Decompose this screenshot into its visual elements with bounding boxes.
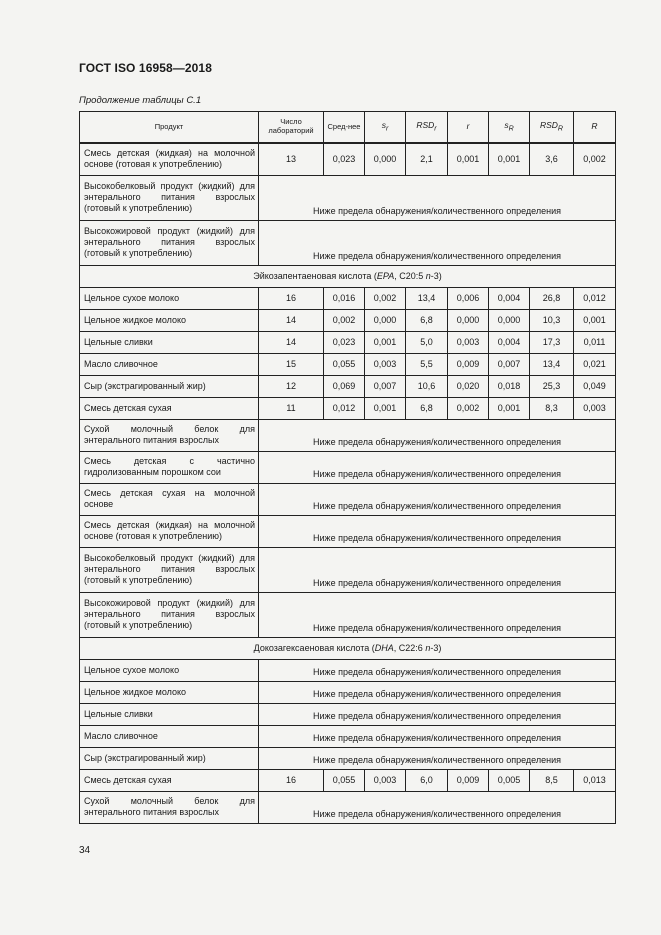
value-cell-mean: 0,002 [324, 309, 365, 331]
section-heading-prefix: Эйкозапентаеновая кислота ( [253, 271, 377, 281]
value-cell-rsdr: 5,0 [406, 331, 448, 353]
value-cell-sr: 0,003 [365, 769, 406, 791]
table-row [80, 220, 616, 265]
col-rsdr [406, 112, 448, 144]
table-row [80, 309, 616, 331]
value-cell-labs: 16 [259, 769, 324, 791]
table-row [80, 353, 616, 375]
value-cell-mean: 0,055 [324, 353, 365, 375]
below-detection-cell: Ниже предела обнаружения/количественного определения [259, 725, 616, 747]
below-detection-cell: Ниже предела обнаружения/количественного определения [259, 703, 616, 725]
product-cell: Цельное жидкое молоко [80, 681, 259, 703]
col-product: Продукт [80, 112, 259, 144]
section-heading [80, 637, 616, 659]
product-cell: Высокобелковый продукт (жидкий) для энтерального питания взрослых (готовый к употреблению) [80, 175, 259, 220]
value-cell-sR: 0,000 [489, 309, 530, 331]
table-row [80, 483, 616, 515]
value-cell-r-small: 0,003 [448, 331, 489, 353]
value-cell-sr: 0,007 [365, 375, 406, 397]
value-cell-mean: 0,055 [324, 769, 365, 791]
product-cell: Сухой молочный белок для энтерального питания взрослых [80, 791, 259, 823]
section-heading-middle: , С20:5 [394, 271, 426, 281]
section-heading-italic: n [425, 643, 431, 653]
value-cell-sr: 0,001 [365, 331, 406, 353]
value-cell-r-small: 0,001 [448, 143, 489, 175]
value-cell-rsdr: 10,6 [406, 375, 448, 397]
value-cell-labs: 16 [259, 287, 324, 309]
value-cell-R: 0,002 [574, 143, 616, 175]
value-cell-rsdR: 3,6 [530, 143, 574, 175]
col-labs: Число лабораторий [259, 112, 324, 144]
col-rsdR-sub: R [557, 124, 564, 133]
value-cell-rsdR: 8,5 [530, 769, 574, 791]
value-cell-rsdR: 26,8 [530, 287, 574, 309]
value-cell-sR: 0,001 [489, 143, 530, 175]
value-cell-rsdr: 6,8 [406, 397, 448, 419]
below-detection-cell: Ниже предела обнаружения/количественного определения [259, 592, 616, 637]
value-cell-rsdR: 25,3 [530, 375, 574, 397]
table-row [80, 331, 616, 353]
document-header: ГОСТ ISO 16958—2018 [79, 61, 212, 75]
table-row [80, 547, 616, 592]
table-row [80, 175, 616, 220]
value-cell-sR: 0,005 [489, 769, 530, 791]
product-cell: Смесь детская с частично гидролизованным порошком сои [80, 451, 259, 483]
value-cell-rsdR: 17,3 [530, 331, 574, 353]
value-cell-mean: 0,012 [324, 397, 365, 419]
table-row [80, 725, 616, 747]
below-detection-cell: Ниже предела обнаружения/количественного определения [259, 451, 616, 483]
value-cell-R: 0,049 [574, 375, 616, 397]
product-cell: Смесь детская сухая [80, 397, 259, 419]
value-cell-labs: 14 [259, 309, 324, 331]
value-cell-sr: 0,000 [365, 143, 406, 175]
section-heading-abbr: EPA [376, 271, 395, 281]
value-cell-r-small: 0,009 [448, 769, 489, 791]
product-cell: Смесь детская сухая [80, 769, 259, 791]
table-row [80, 681, 616, 703]
section-heading-suffix: -3) [430, 643, 442, 653]
value-cell-R: 0,013 [574, 769, 616, 791]
col-rsdr-main: RSD [416, 120, 435, 131]
col-sR [489, 112, 530, 144]
value-cell-sR: 0,004 [489, 331, 530, 353]
below-detection-cell: Ниже предела обнаружения/количественного определения [259, 483, 616, 515]
col-sr-main: s [381, 120, 386, 131]
table-caption: Продолжение таблицы С.1 [79, 95, 202, 106]
table-row [80, 451, 616, 483]
value-cell-sr: 0,003 [365, 353, 406, 375]
col-mean: Сред-нее [324, 112, 365, 144]
product-cell: Масло сливочное [80, 353, 259, 375]
value-cell-sR: 0,018 [489, 375, 530, 397]
value-cell-mean: 0,023 [324, 331, 365, 353]
below-detection-cell: Ниже предела обнаружения/количественного определения [259, 747, 616, 769]
col-rsdr-sub: r [434, 124, 437, 133]
value-cell-R: 0,001 [574, 309, 616, 331]
product-cell: Высокожировой продукт (жидкий) для энтерального питания взрослых (готовый к употреблению) [80, 592, 259, 637]
product-cell: Цельное сухое молоко [80, 659, 259, 681]
col-R: R [574, 112, 616, 144]
table-row [80, 397, 616, 419]
value-cell-labs: 15 [259, 353, 324, 375]
value-cell-r-small: 0,000 [448, 309, 489, 331]
table-row [80, 791, 616, 823]
section-heading-suffix: -3) [430, 271, 442, 281]
value-cell-r-small: 0,009 [448, 353, 489, 375]
table-header-row [80, 112, 616, 144]
product-cell: Цельные сливки [80, 703, 259, 725]
section-row [80, 265, 616, 287]
value-cell-R: 0,003 [574, 397, 616, 419]
value-cell-mean: 0,069 [324, 375, 365, 397]
section-heading-abbr: DHA [374, 643, 394, 653]
value-cell-sr: 0,001 [365, 397, 406, 419]
value-cell-rsdr: 2,1 [406, 143, 448, 175]
product-cell: Цельное сухое молоко [80, 287, 259, 309]
value-cell-sR: 0,004 [489, 287, 530, 309]
product-cell: Высокожировой продукт (жидкий) для энтерального питания взрослых (готовый к употреблению) [80, 220, 259, 265]
product-cell: Высокобелковый продукт (жидкий) для энтерального питания взрослых (готовый к употреблению) [80, 547, 259, 592]
col-rsdR [530, 112, 574, 144]
value-cell-r-small: 0,002 [448, 397, 489, 419]
value-cell-rsdR: 10,3 [530, 309, 574, 331]
value-cell-sR: 0,007 [489, 353, 530, 375]
below-detection-cell: Ниже предела обнаружения/количественного определения [259, 681, 616, 703]
table-body [80, 143, 616, 823]
value-cell-mean: 0,023 [324, 143, 365, 175]
col-rsdR-main: RSD [539, 120, 558, 131]
value-cell-sr: 0,000 [365, 309, 406, 331]
section-heading [80, 265, 616, 287]
table-row [80, 515, 616, 547]
table-row [80, 419, 616, 451]
section-heading-italic: n [425, 271, 431, 281]
col-sR-sub: R [508, 124, 514, 133]
section-heading-prefix: Докозагексаеновая кислота ( [253, 643, 375, 653]
product-cell: Смесь детская (жидкая) на молочной основе (готовая к употреблению) [80, 515, 259, 547]
table-row [80, 143, 616, 175]
section-heading-middle: , С22:6 [393, 643, 426, 653]
below-detection-cell: Ниже предела обнаружения/количественного определения [259, 659, 616, 681]
table-row [80, 703, 616, 725]
below-detection-cell: Ниже предела обнаружения/количественного определения [259, 515, 616, 547]
results-table [79, 111, 616, 824]
below-detection-cell: Ниже предела обнаружения/количественного определения [259, 791, 616, 823]
value-cell-labs: 14 [259, 331, 324, 353]
col-sr [365, 112, 406, 144]
value-cell-labs: 12 [259, 375, 324, 397]
col-r: r [448, 112, 489, 144]
value-cell-rsdR: 8,3 [530, 397, 574, 419]
table-row [80, 375, 616, 397]
value-cell-sR: 0,001 [489, 397, 530, 419]
value-cell-R: 0,021 [574, 353, 616, 375]
value-cell-rsdr: 6,8 [406, 309, 448, 331]
product-cell: Цельные сливки [80, 331, 259, 353]
product-cell: Смесь детская (жидкая) на молочной основе (готовая к употреблению) [80, 143, 259, 175]
product-cell: Цельное жидкое молоко [80, 309, 259, 331]
product-cell: Масло сливочное [80, 725, 259, 747]
value-cell-r-small: 0,020 [448, 375, 489, 397]
product-cell: Сыр (экстрагированный жир) [80, 747, 259, 769]
table-row [80, 747, 616, 769]
value-cell-labs: 13 [259, 143, 324, 175]
table-row [80, 287, 616, 309]
table-row [80, 592, 616, 637]
page-number: 34 [79, 845, 91, 856]
col-sR-main: s [504, 120, 509, 131]
value-cell-rsdr: 6,0 [406, 769, 448, 791]
value-cell-R: 0,012 [574, 287, 616, 309]
table-row [80, 659, 616, 681]
value-cell-mean: 0,016 [324, 287, 365, 309]
value-cell-rsdR: 13,4 [530, 353, 574, 375]
value-cell-rsdr: 5,5 [406, 353, 448, 375]
value-cell-sr: 0,002 [365, 287, 406, 309]
value-cell-rsdr: 13,4 [406, 287, 448, 309]
below-detection-cell: Ниже предела обнаружения/количественного определения [259, 419, 616, 451]
product-cell: Сыр (экстрагированный жир) [80, 375, 259, 397]
below-detection-cell: Ниже предела обнаружения/количественного определения [259, 547, 616, 592]
below-detection-cell: Ниже предела обнаружения/количественного определения [259, 175, 616, 220]
col-sr-sub: r [385, 124, 389, 133]
value-cell-R: 0,011 [574, 331, 616, 353]
product-cell: Сухой молочный белок для энтерального питания взрослых [80, 419, 259, 451]
value-cell-labs: 11 [259, 397, 324, 419]
product-cell: Смесь детская сухая на молочной основе [80, 483, 259, 515]
below-detection-cell: Ниже предела обнаружения/количественного определения [259, 220, 616, 265]
table-row [80, 769, 616, 791]
value-cell-r-small: 0,006 [448, 287, 489, 309]
section-row [80, 637, 616, 659]
